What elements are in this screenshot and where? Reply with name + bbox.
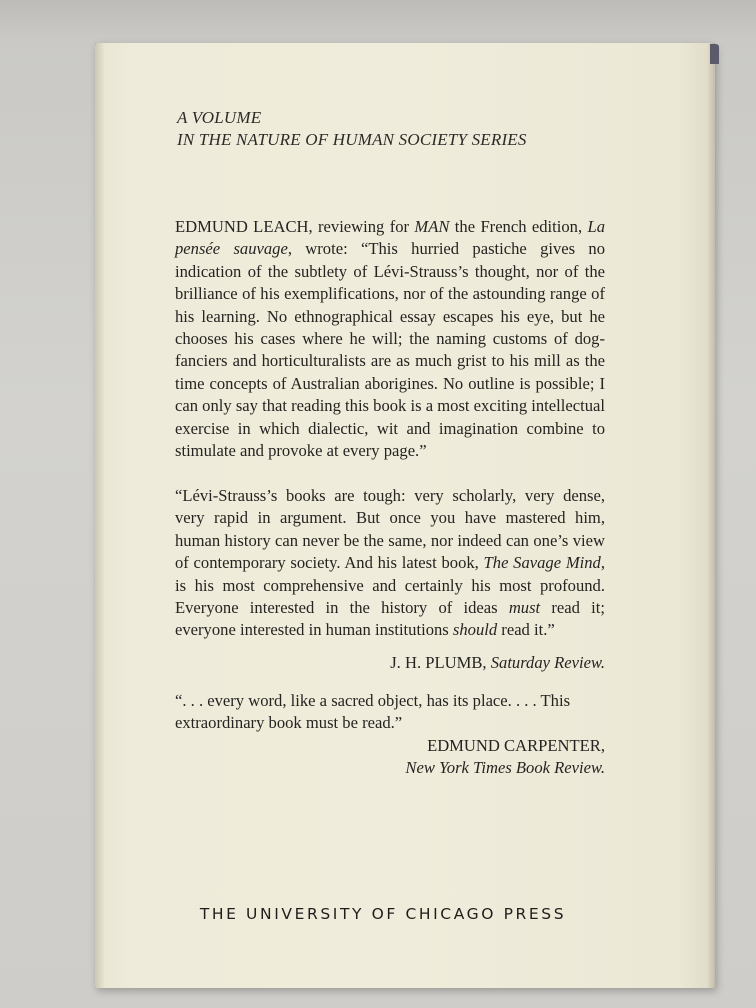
attribution-plumb-name: J. H. PLUMB, [390,653,491,672]
review-quote-plumb [175,485,605,642]
cover-edge-corner [710,44,719,64]
attribution-plumb [175,652,605,674]
quote1-text-b: the French edition, [449,217,588,236]
series-line-2: IN THE NATURE OF HUMAN SOCIETY SERIES [177,130,527,149]
attribution-carpenter-name: EDMUND CARPENTER, [427,736,605,755]
attribution-plumb-source: Saturday Review. [490,653,605,672]
quote2-book-title: The Savage Mind [483,553,601,573]
quote2-text-d: read it.” [497,620,555,640]
quote1-author: EDMUND LEACH [175,217,309,236]
series-title [177,107,527,151]
review-quote-carpenter: “. . . every word, like a sacred object, has its place. . . . This extraordinary book must be read.” [175,691,571,733]
quote2-text-b: , is his most comprehensive and certainly his most profound. Everyone interested in the history of ideas [175,553,605,618]
quote2-text-a: “Lévi-Strauss’s books are tough: very scholarly, very dense, very rapid in argument. But once you have mastered him, human history can never be the same, nor indeed can one’s view of contemporary society. And his latest book, [175,486,605,573]
quote1-journal: MAN [414,217,450,236]
attribution-carpenter [175,735,605,780]
series-line-1: A VOLUME [177,108,262,127]
publisher-name: THE UNIVERSITY OF CHICAGO PRESS [199,905,567,923]
background-shadow [0,0,756,40]
quote2-must: must [508,598,541,618]
quote2-text-c: read it; everyone interested in human institutions [175,598,605,640]
review-quote-leach [175,216,605,462]
quote2-should: should [452,620,498,640]
quote1-text-c: , wrote: “This hurried pastiche gives no indication of the subtlety of Lévi-Strauss’s thought, nor of the brilliance of his exemplifications, nor of the astounding range of his learning. No ethnographical essay escapes his eye, but he chooses his cases where he will; the naming customs of dog-fanciers and horticulturalists are as much grist to his mill as the time concepts of Australian aborigines. No outline is possible; I can only say that reading this book is a most exciting intellectual exercise in which dialectic, wit and imagination combine to stimulate and provoke at every page.” [175,239,606,461]
quote1-text-a: , reviewing for [308,217,415,236]
attribution-carpenter-source: New York Times Book Review. [405,758,605,778]
quote1-book-title: La pensée sauvage [175,217,605,259]
